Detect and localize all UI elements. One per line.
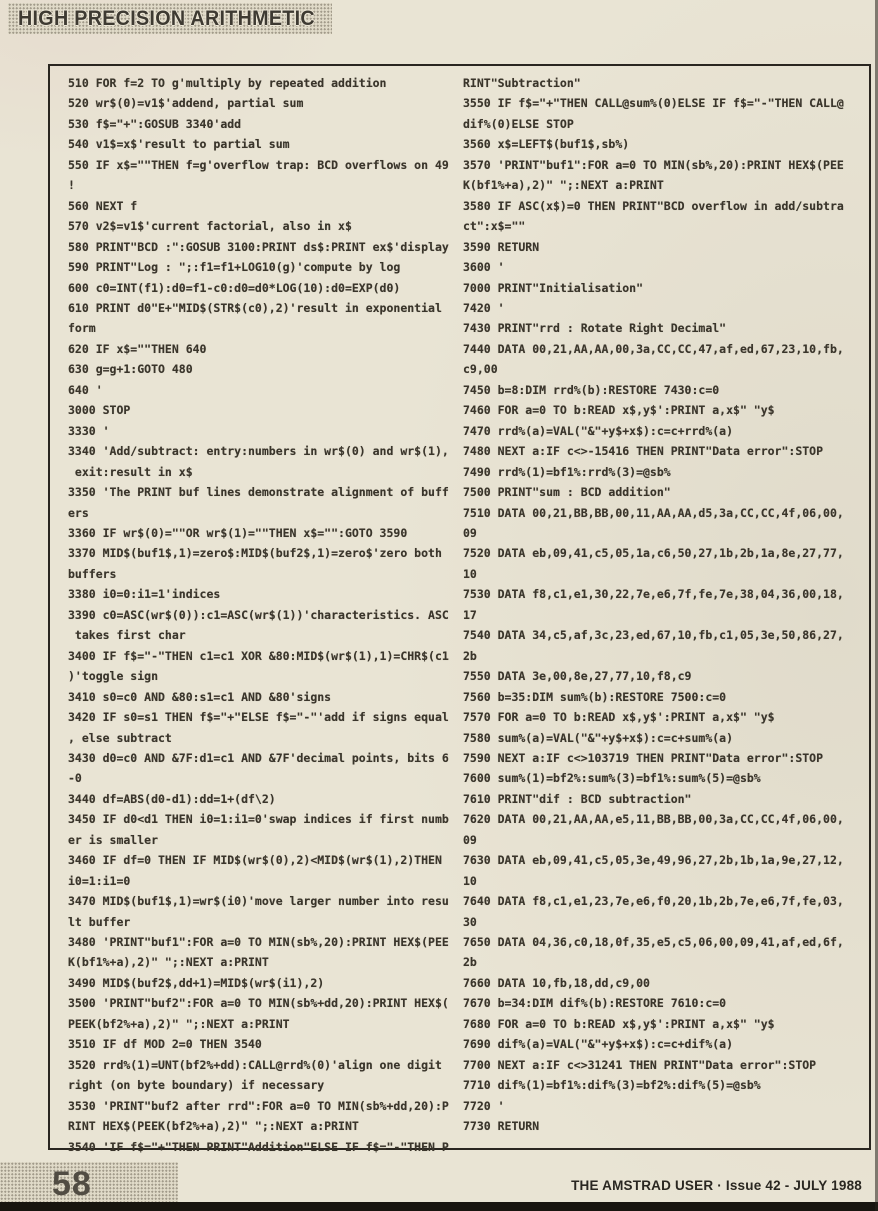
code-line: -0 [68,771,82,786]
code-line: c9,00 [463,362,498,377]
code-line: 7520 DATA eb,09,41,c5,05,1a,c6,50,27,1b,2b,1a,8e,27,77, [463,546,844,561]
code-line: 3600 ' [463,260,505,275]
code-line: 7440 DATA 00,21,AA,AA,00,3a,CC,CC,47,af,ed,67,23,10,fb, [463,341,844,356]
code-line: 3520 rrd%(1)=UNT(bf2%+dd):CALL@rrd%(0)'align one digit [68,1057,442,1072]
code-line: 10 [463,566,477,581]
code-line: 3360 IF wr$(0)=""OR wr$(1)=""THEN x$="":GOTO 3590 [68,525,408,540]
code-line: 7530 DATA f8,c1,e1,30,22,7e,e6,7f,fe,7e,38,04,36,00,18, [463,587,844,602]
code-line: 2b [463,648,477,663]
code-line: 7710 dif%(1)=bf1%:dif%(3)=bf2%:dif%(5)=@sb% [463,1078,761,1093]
code-column-right [463,73,863,1137]
code-line: 3470 MID$(buf1$,1)=wr$(i0)'move larger number into resu [68,894,449,909]
code-line: ers [68,505,89,520]
code-line: 3580 IF ASC(x$)=0 THEN PRINT"BCD overflow in add/subtra [463,198,844,213]
code-line: 580 PRINT"BCD :":GOSUB 3100:PRINT ds$:PRINT ex$'display [68,239,449,254]
code-line: 560 NEXT f [68,198,138,213]
article-header-banner [8,3,332,34]
code-line: 7650 DATA 04,36,c0,18,0f,35,e5,c5,06,00,09,41,af,ed,6f, [463,935,844,950]
code-line: 590 PRINT"Log : ";:f1=f1+LOG10(g)'compute by log [68,260,401,275]
code-line: 620 IF x$=""THEN 640 [68,341,207,356]
code-line: 7610 PRINT"dif : BCD subtraction" [463,791,692,806]
code-line: buffers [68,566,117,581]
code-line: 570 v2$=v1$'current factorial, also in x$ [68,219,352,234]
code-line: 3430 d0=c0 AND &7F:d1=c1 AND &7F'decimal points, bits 6 [68,750,449,765]
code-line: 7550 DATA 3e,00,8e,27,77,10,f8,c9 [463,669,692,684]
code-line: 7690 dif%(a)=VAL("&"+y$+x$):c=c+dif%(a) [463,1037,734,1052]
code-line: 3570 'PRINT"buf1":FOR a=0 TO MIN(sb%,20):PRINT HEX$(PEE [463,157,844,172]
code-line: 3440 df=ABS(d0-d1):dd=1+(df\2) [68,791,276,806]
code-line: 3550 IF f$="+"THEN CALL@sum%(0)ELSE IF f$="-"THEN CALL@ [463,96,844,111]
code-line: 3330 ' [68,423,110,438]
code-line: er is smaller [68,832,159,847]
code-line: 7590 NEXT a:IF c<>103719 THEN PRINT"Data error":STOP [463,750,824,765]
code-line: takes first char [68,628,186,643]
code-line: 3490 MID$(buf2$,dd+1)=MID$(wr$(i1),2) [68,975,325,990]
code-line: 7620 DATA 00,21,AA,AA,e5,11,BB,BB,00,3a,CC,CC,4f,06,00, [463,812,844,827]
code-line: 7720 ' [463,1098,505,1113]
code-line: 3540 'IF f$="+"THEN PRINT"Addition"ELSE IF f$="-"THEN P [68,1139,449,1154]
code-line: 7700 NEXT a:IF c<>31241 THEN PRINT"Data error":STOP [463,1057,817,1072]
code-line: 7680 FOR a=0 TO b:READ x$,y$':PRINT a,x$" "y$ [463,1016,775,1031]
code-line: 7630 DATA eb,09,41,c5,05,3e,49,96,27,2b,1b,1a,9e,27,12, [463,853,844,868]
code-line: 3590 RETURN [463,239,540,254]
code-line: 550 IF x$=""THEN f=g'overflow trap: BCD overflows on 49 [68,157,449,172]
code-line: exit:result in x$ [68,464,193,479]
code-line: 7500 PRINT"sum : BCD addition" [463,485,671,500]
code-line: lt buffer [68,914,131,929]
code-line: ! [68,178,75,193]
code-line: )'toggle sign [68,669,159,684]
code-line: K(bf1%+a),2)" ";:NEXT a:PRINT [68,955,269,970]
scan-edge-bottom [0,1202,878,1211]
code-line: 3000 STOP [68,403,131,418]
code-line: 3560 x$=LEFT$(buf1$,sb%) [463,137,630,152]
code-line: 530 f$="+":GOSUB 3340'add [68,116,242,131]
code-line: 30 [463,914,477,929]
code-line: 520 wr$(0)=v1$'addend, partial sum [68,96,304,111]
code-line: dif%(0)ELSE STOP [463,116,574,131]
code-line: , else subtract [68,730,172,745]
code-line: 3340 'Add/subtract: entry:numbers in wr$(0) and wr$(1), [68,444,449,459]
code-line: 3500 'PRINT"buf2":FOR a=0 TO MIN(sb%+dd,20):PRINT HEX$( [68,996,449,1011]
code-line: 7540 DATA 34,c5,af,3c,23,ed,67,10,fb,c1,05,3e,50,86,27, [463,628,844,643]
page-number: 58 [52,1164,92,1203]
article-title: HIGH PRECISION ARITHMETIC [18,6,315,30]
code-line: ct":x$="" [463,219,526,234]
code-line: 2b [463,955,477,970]
code-column-left [68,73,460,1157]
code-line: 540 v1$=x$'result to partial sum [68,137,290,152]
code-line: 3450 IF d0<d1 THEN i0=1:i1=0'swap indices if first numb [68,812,449,827]
code-line: 7490 rrd%(1)=bf1%:rrd%(3)=@sb% [463,464,671,479]
code-line: 17 [463,607,477,622]
code-line: 7580 sum%(a)=VAL("&"+y$+x$):c=c+sum%(a) [463,730,734,745]
code-line: PEEK(bf2%+a),2)" ";:NEXT a:PRINT [68,1016,290,1031]
code-line: 3420 IF s0=s1 THEN f$="+"ELSE f$="-"'add if signs equal [68,710,449,725]
code-line: 630 g=g+1:GOTO 480 [68,362,193,377]
code-line: RINT HEX$(PEEK(bf2%+a),2)" ";:NEXT a:PRINT [68,1119,359,1134]
code-line: 3400 IF f$="-"THEN c1=c1 XOR &80:MID$(wr$(1),1)=CHR$(c1 [68,648,449,663]
code-line: 3410 s0=c0 AND &80:s1=c1 AND &80'signs [68,689,332,704]
code-line: 09 [463,832,477,847]
code-line: 3390 c0=ASC(wr$(0)):c1=ASC(wr$(1))'characteristics. ASC [68,607,449,622]
code-line: 7430 PRINT"rrd : Rotate Right Decimal" [463,321,727,336]
code-line: 7570 FOR a=0 TO b:READ x$,y$':PRINT a,x$" "y$ [463,710,775,725]
page-number-block [0,1162,178,1206]
code-line: 3380 i0=0:i1=1'indices [68,587,221,602]
code-line: form [68,321,96,336]
code-line: 3370 MID$(buf1$,1)=zero$:MID$(buf2$,1)=zero$'zero both [68,546,442,561]
code-line: 7670 b=34:DIM dif%(b):RESTORE 7610:c=0 [463,996,727,1011]
code-line: 510 FOR f=2 TO g'multiply by repeated addition [68,76,387,90]
code-line: 7420 ' [463,300,505,315]
code-line: 09 [463,525,477,540]
code-line: 3510 IF df MOD 2=0 THEN 3540 [68,1037,262,1052]
code-line: 7660 DATA 10,fb,18,dd,c9,00 [463,975,650,990]
code-line: 7510 DATA 00,21,BB,BB,00,11,AA,AA,d5,3a,CC,CC,4f,06,00, [463,505,844,520]
code-line: K(bf1%+a),2)" ";:NEXT a:PRINT [463,178,664,193]
code-line: 3460 IF df=0 THEN IF MID$(wr$(0),2)<MID$(wr$(1),2)THEN [68,853,442,868]
code-line: i0=1:i1=0 [68,873,131,888]
code-line: 7480 NEXT a:IF c<>-15416 THEN PRINT"Data error":STOP [463,444,824,459]
code-line: 600 c0=INT(f1):d0=f1-c0:d0=d0*LOG(10):d0=EXP(d0) [68,280,401,295]
code-line: 7560 b=35:DIM sum%(b):RESTORE 7500:c=0 [463,689,727,704]
code-line: 3480 'PRINT"buf1":FOR a=0 TO MIN(sb%,20):PRINT HEX$(PEE [68,935,449,950]
code-line: right (on byte boundary) if necessary [68,1078,325,1093]
code-line: 7600 sum%(1)=bf2%:sum%(3)=bf1%:sum%(5)=@sb% [463,771,761,786]
code-line: 3350 'The PRINT buf lines demonstrate alignment of buff [68,485,449,500]
code-listing-box [48,64,871,1154]
code-line: 610 PRINT d0"E+"MID$(STR$(c0),2)'result in exponential [68,300,442,315]
magazine-credit: THE AMSTRAD USER · Issue 42 - JULY 1988 [571,1178,862,1193]
code-line: 7640 DATA f8,c1,e1,23,7e,e6,f0,20,1b,2b,7e,e6,7f,fe,03, [463,894,844,909]
code-line: 7450 b=8:DIM rrd%(b):RESTORE 7430:c=0 [463,382,720,397]
code-line: 3530 'PRINT"buf2 after rrd":FOR a=0 TO MIN(sb%+dd,20):P [68,1098,449,1113]
code-line: 7730 RETURN [463,1119,540,1134]
code-line: 10 [463,873,477,888]
code-line: 7470 rrd%(a)=VAL("&"+y$+x$):c=c+rrd%(a) [463,423,734,438]
code-line: 640 ' [68,382,103,397]
code-line: 7000 PRINT"Initialisation" [463,280,644,295]
code-line: 7460 FOR a=0 TO b:READ x$,y$':PRINT a,x$" "y$ [463,403,775,418]
code-line: RINT"Subtraction" [463,76,581,90]
